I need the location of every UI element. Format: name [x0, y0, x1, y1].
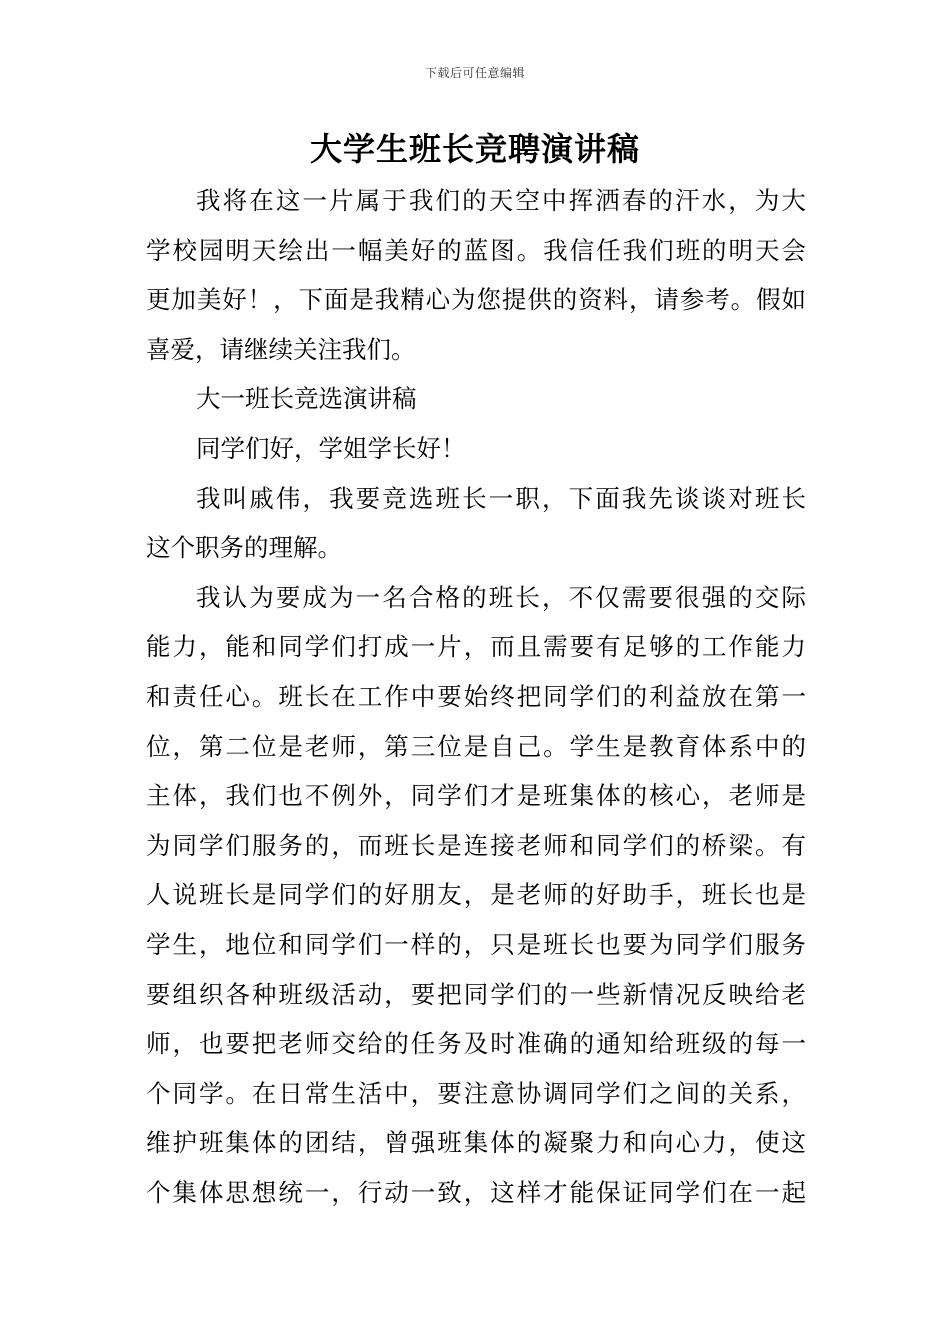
text-line: 学校园明天绘出一幅美好的蓝图。我信任我们班的明天会: [146, 235, 806, 265]
text-line: 主体，我们也不例外，同学们才是班集体的核心，老师是: [146, 781, 806, 811]
text-line: 学生，地位和同学们一样的，只是班长也要为同学们服务: [146, 929, 806, 959]
text-line: 要组织各种班级活动，要把同学们的一些新情况反映给老: [146, 979, 806, 1009]
text-line: 个集体思想统一，行动一致，这样才能保证同学们在一起: [146, 1177, 806, 1207]
text-line: 和责任心。班长在工作中要始终把同学们的利益放在第一: [146, 681, 806, 711]
text-line: 同学们好，学姐学长好！: [196, 433, 466, 463]
text-line: 维护班集体的团结，曾强班集体的凝聚力和向心力，使这: [146, 1128, 806, 1158]
text-line: 更加美好！，下面是我精心为您提供的资料，请参考。假如: [146, 285, 806, 315]
text-line: 大一班长竞选演讲稿: [196, 384, 417, 414]
text-line: 师，也要把老师交给的任务及时准确的通知给班级的每一: [146, 1029, 806, 1059]
header-note: 下载后可任意编辑: [424, 66, 525, 80]
text-line: 位，第二位是老师，第三位是自己。学生是教育体系中的: [146, 731, 806, 761]
text-line: 为同学们服务的，而班长是连接老师和同学们的桥梁。有: [146, 830, 806, 860]
text-line: 喜爱，请继续关注我们。: [146, 334, 416, 364]
document-body: [146, 176, 806, 1217]
text-line: 我认为要成为一名合格的班长，不仅需要很强的交际: [196, 582, 806, 612]
text-line: 我叫戚伟，我要竞选班长一职，下面我先谈谈对班长: [196, 483, 806, 513]
text-line: 这个职务的理解。: [146, 533, 342, 563]
text-line: 人说班长是同学们的好朋友，是老师的好助手，班长也是: [146, 880, 806, 910]
document-title: 大学生班长竞聘演讲稿: [309, 130, 640, 168]
text-line: 个同学。在日常生活中，要注意协调同学们之间的关系，: [146, 1078, 806, 1108]
text-line: 我将在这一片属于我们的天空中挥洒春的汗水，为大: [196, 186, 806, 215]
text-line: 能力，能和同学们打成一片，而且需要有足够的工作能力: [146, 632, 806, 662]
